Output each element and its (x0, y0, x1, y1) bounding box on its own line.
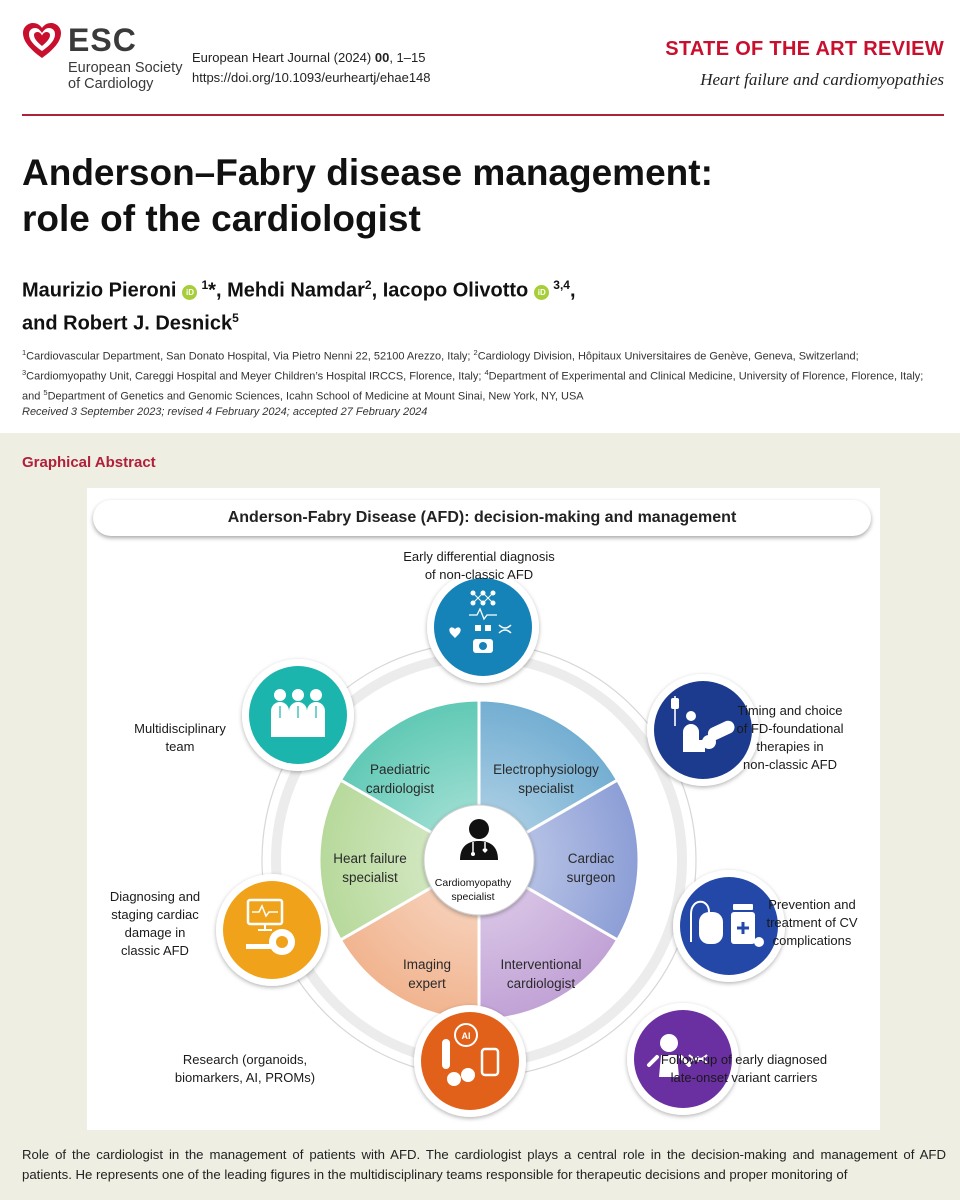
cell-dot (461, 1068, 475, 1082)
block (485, 625, 491, 631)
affiliation: Cardiology Division, Hôpitaux Universitaires de Genève, Geneva, Switzerland; (477, 350, 859, 363)
satellite-disc (421, 1012, 519, 1110)
satellite-label-line: Timing and choice (737, 703, 843, 718)
satellite-label-line: Diagnosing and (109, 889, 201, 904)
received-dates: Received 3 September 2023; revised 4 February 2024; accepted 27 February 2024 (22, 406, 428, 418)
esc-society-name: European Society of Cardiology (68, 60, 183, 92)
pill (702, 735, 716, 749)
affiliations (22, 345, 942, 405)
wedge-label-line: Imaging (402, 957, 452, 972)
article-header (0, 0, 960, 118)
satellite-label-research (155, 1051, 335, 1087)
satellite-label-staging (95, 888, 215, 960)
satellite-label-therapies (715, 702, 865, 774)
wedge-label-line: cardiologist (365, 781, 435, 796)
satellite-label-diagnosis (359, 548, 599, 584)
wedge-label-heart-failure (300, 849, 440, 887)
esc-wordmark: ESC (68, 22, 137, 58)
author-name[interactable]: Mehdi Namdar (227, 279, 365, 302)
cell-dot (447, 1072, 461, 1086)
wedge-label-line: cardiologist (506, 976, 576, 991)
figure-diagram (87, 488, 880, 1130)
article-type: STATE OF THE ART REVIEW (665, 38, 944, 60)
author-name[interactable]: Iacopo Olivotto (382, 279, 529, 302)
wedge-label-line: Cardiac (567, 851, 615, 866)
author-separator: , (569, 279, 576, 302)
wedge-label-imaging (357, 955, 497, 993)
wedge-label-line: surgeon (566, 870, 616, 885)
affil-sup: 1 (22, 348, 27, 357)
satellite-label-line: of non-classic AFD (424, 567, 534, 582)
author-affil-sup: 2 (364, 278, 372, 292)
header-divider (22, 114, 944, 116)
satellite-team (242, 659, 354, 771)
orcid-icon[interactable]: iD (534, 285, 549, 300)
author-name[interactable]: Robert J. Desnick (63, 312, 233, 335)
wedge-label-electrophysiology (476, 760, 616, 798)
author-name[interactable]: Maurizio Pieroni (22, 279, 177, 302)
satellite-label-line: non-classic AFD (743, 757, 837, 772)
satellite-label-line: late-onset variant carriers (670, 1070, 818, 1085)
doi-link[interactable]: https://doi.org/10.1093/eurheartj/ehae148 (192, 70, 431, 85)
satellite-label-line: biomarkers, AI, PROMs) (174, 1070, 316, 1085)
wedge-label-line: specialist (342, 870, 398, 885)
scanner-bore (276, 936, 288, 948)
affil-sup: 4 (484, 368, 489, 378)
esc-heart-icon (22, 22, 62, 60)
team-icon (271, 689, 325, 737)
satellite-label-line: Follow-up of early diagnosed (660, 1052, 828, 1067)
wedge-label-line: expert (408, 976, 446, 991)
wedge-label-paediatric (330, 760, 470, 798)
baby-head (660, 1034, 678, 1052)
center-label-line: Cardiomyopathy (434, 877, 512, 889)
pacemaker-body (699, 912, 723, 944)
author-affil-sup: 3,4 (553, 278, 570, 292)
satellite-label-line: complications (772, 933, 852, 948)
iv-bag (671, 698, 679, 709)
person-head (292, 689, 304, 701)
journal-name: European Heart Journal (2024) (192, 50, 372, 65)
patient-head (686, 711, 696, 721)
affiliation: Department of Experimental and Clinical Medicine, University of Florence, Florence, Italy; (488, 370, 924, 383)
ai-text: AI (461, 1031, 471, 1041)
satellite-label-line: therapies in (756, 739, 824, 754)
journal-citation (192, 48, 431, 88)
satellite-label-line: Early differential diagnosis (403, 549, 555, 564)
satellite-label-line: Research (organoids, (182, 1052, 308, 1067)
author-and: and (22, 312, 64, 335)
author-separator: , (371, 279, 383, 302)
figure-caption: Role of the cardiologist in the management of patients with AFD. The cardiologist plays a central role in the decision-making and management of AFD patients. He represents one of the leading figures in the multidisciplinary teams responsible for therapeutic decisions and proper monitoring of (22, 1147, 946, 1182)
author-affil-sup: 1 (201, 278, 209, 292)
wedge-label-surgeon (521, 849, 661, 887)
satellite-label-line: staging cardiac (111, 907, 199, 922)
affil-sup: 3 (22, 368, 27, 378)
affiliation: Department of Genetics and Genomic Sciences, Icahn School of Medicine at Mount Sinai, New York, NY, USA (47, 390, 584, 403)
satellite-label-line: treatment of CV (766, 915, 858, 930)
satellite-label-prevention (747, 896, 877, 950)
scanner-table (246, 944, 276, 949)
author-separator: , (215, 279, 228, 302)
satellite-research (414, 1005, 526, 1117)
wedge-label-line: Paediatric (369, 762, 431, 777)
journal-volume: 00 (374, 50, 390, 65)
figure-title: Anderson-Fabry Disease (AFD): decision-making and management (93, 500, 871, 536)
satellite-label-team (115, 720, 245, 756)
author-list (22, 272, 942, 337)
center-label-line: specialist (451, 891, 495, 903)
wedge-label-line: specialist (518, 781, 574, 796)
affil-sup: 2 (473, 348, 478, 357)
satellite-label-line: damage in (124, 925, 186, 940)
affiliation: Cardiovascular Department, San Donato Hospital, Via Pietro Nenni 22, 52100 Arezzo, Italy; (26, 350, 474, 363)
wedge-label-line: Heart failure (333, 851, 407, 866)
title-line-1: Anderson–Fabry disease management: (22, 152, 713, 193)
orcid-icon[interactable]: iD (182, 285, 197, 300)
person-head (310, 689, 322, 701)
author-affil-sup: 5 (232, 310, 239, 325)
wedge-label-line: Electrophysiology (493, 762, 599, 777)
test-tube (442, 1039, 450, 1069)
satellite-diagnosis (427, 571, 539, 683)
affiliation: Cardiomyopathy Unit, Careggi Hospital and Meyer Children’s Hospital IRCCS, Florence, Italy; (26, 370, 485, 383)
journal-pages: , 1–15 (389, 50, 426, 65)
satellite-label-line: Multidisciplinary (134, 721, 226, 736)
title-line-2: role of the cardiologist (22, 198, 421, 239)
satellite-staging (216, 874, 328, 986)
graphical-abstract-label: Graphical Abstract (22, 454, 156, 471)
wedge-label-line: Interventional (500, 957, 582, 972)
scanner-bore (479, 642, 487, 650)
article-title (22, 150, 942, 242)
satellite-label-line: Prevention and (768, 897, 856, 912)
affil-and: and (22, 390, 44, 403)
person-head (274, 689, 286, 701)
article-category: Heart failure and cardiomyopathies (700, 70, 944, 89)
corresponding-mark: * (208, 279, 216, 302)
satellite-label-follow-up (629, 1051, 859, 1087)
graphical-abstract-figure (87, 488, 880, 1130)
satellite-label-line: classic AFD (121, 943, 189, 958)
esc-logo[interactable] (22, 20, 183, 100)
affil-sup: 5 (43, 388, 48, 398)
satellite-label-line: of FD-foundational (736, 721, 844, 736)
block (475, 625, 481, 631)
satellite-label-line: team (165, 739, 195, 754)
